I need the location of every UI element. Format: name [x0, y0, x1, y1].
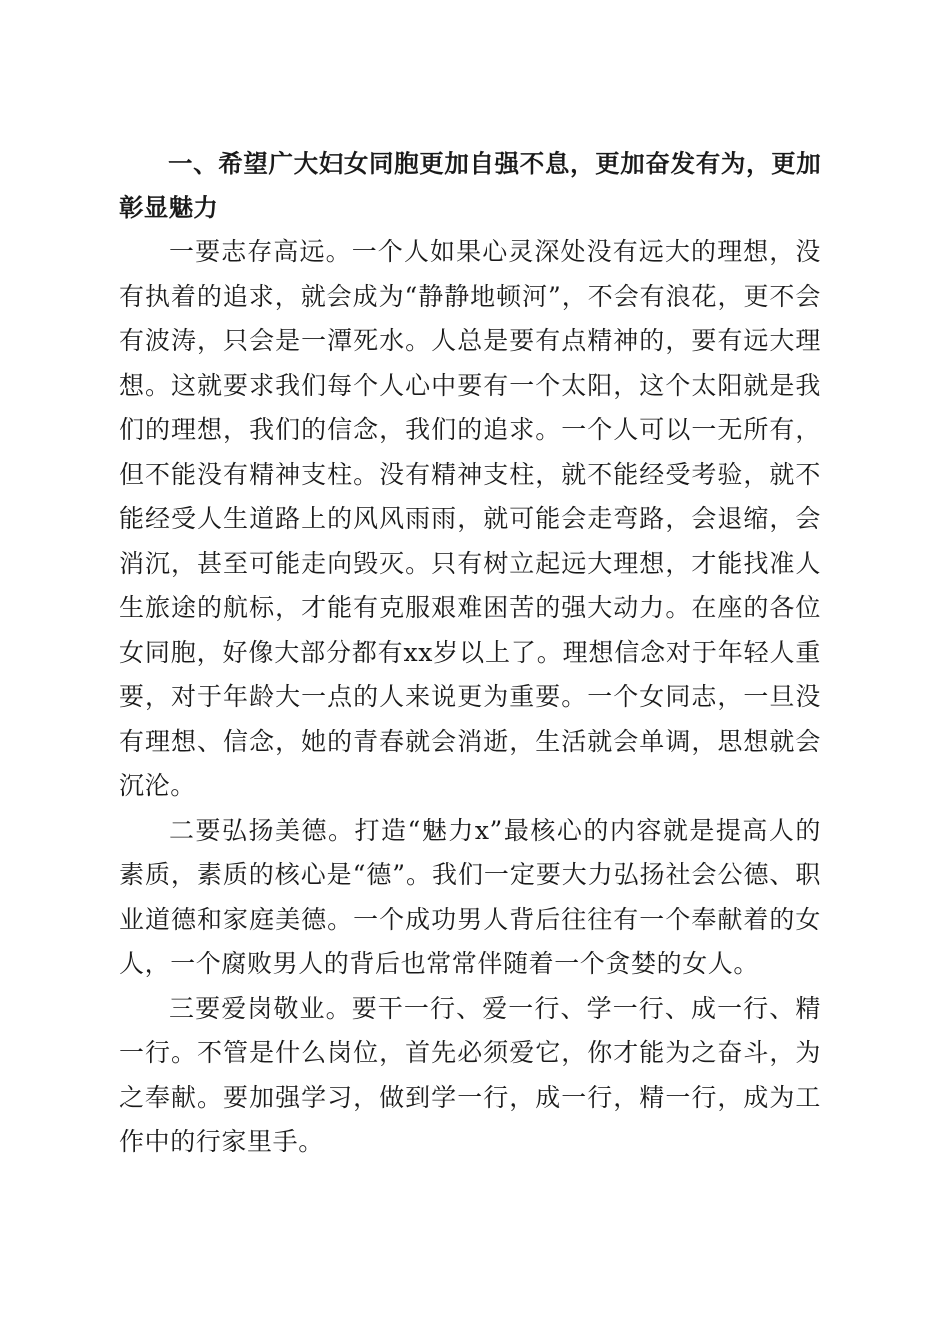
paragraph-aspiration: 一要志存高远。一个人如果心灵深处没有远大的理想，没有执着的追求，就会成为“静静地顿河”，不会有浪花，更不会有波涛，只会是一潭死水。人总是要有点精神的，要有远大理想。这就要求我们每个人心中要有一个太阳，这个太阳就是我们的理想，我们的信念，我们的追求。一个人可以一无所有，但不能没有精神支柱。没有精神支柱，就不能经受考验，就不能经受人生道路上的风风雨雨，就可能会走弯路，会退缩，会消沉，甚至可能走向毁灭。只有树立起远大理想，才能找准人生旅途的航标，才能有克服艰难困苦的强大动力。在座的各位女同胞，好像大部分都有xx岁以上了。理想信念对于年轻人重要，对于年龄大一点的人来说更为重要。一个女同志，一旦没有理想、信念，她的青春就会消逝，生活就会单调，思想就会沉沦。 [119, 237, 821, 800]
section-heading: 一、希望广大妇女同胞更加自强不息，更加奋发有为，更加彰显魅力 [119, 149, 821, 222]
paragraph-virtue: 二要弘扬美德。打造“魅力x”最核心的内容就是提高人的素质，素质的核心是“德”。我们一定要大力弘扬社会公德、职业道德和家庭美德。一个成功男人背后往往有一个奉献着的女人，一个腐败男人的背后也常常伴随着一个贪婪的女人。 [119, 815, 821, 978]
document-body [119, 142, 821, 1165]
paragraph-dedication: 三要爱岗敬业。要干一行、爱一行、学一行、成一行、精一行。不管是什么岗位，首先必须爱它，你才能为之奋斗，为之奉献。要加强学习，做到学一行，成一行，精一行，成为工作中的行家里手。 [119, 993, 821, 1156]
